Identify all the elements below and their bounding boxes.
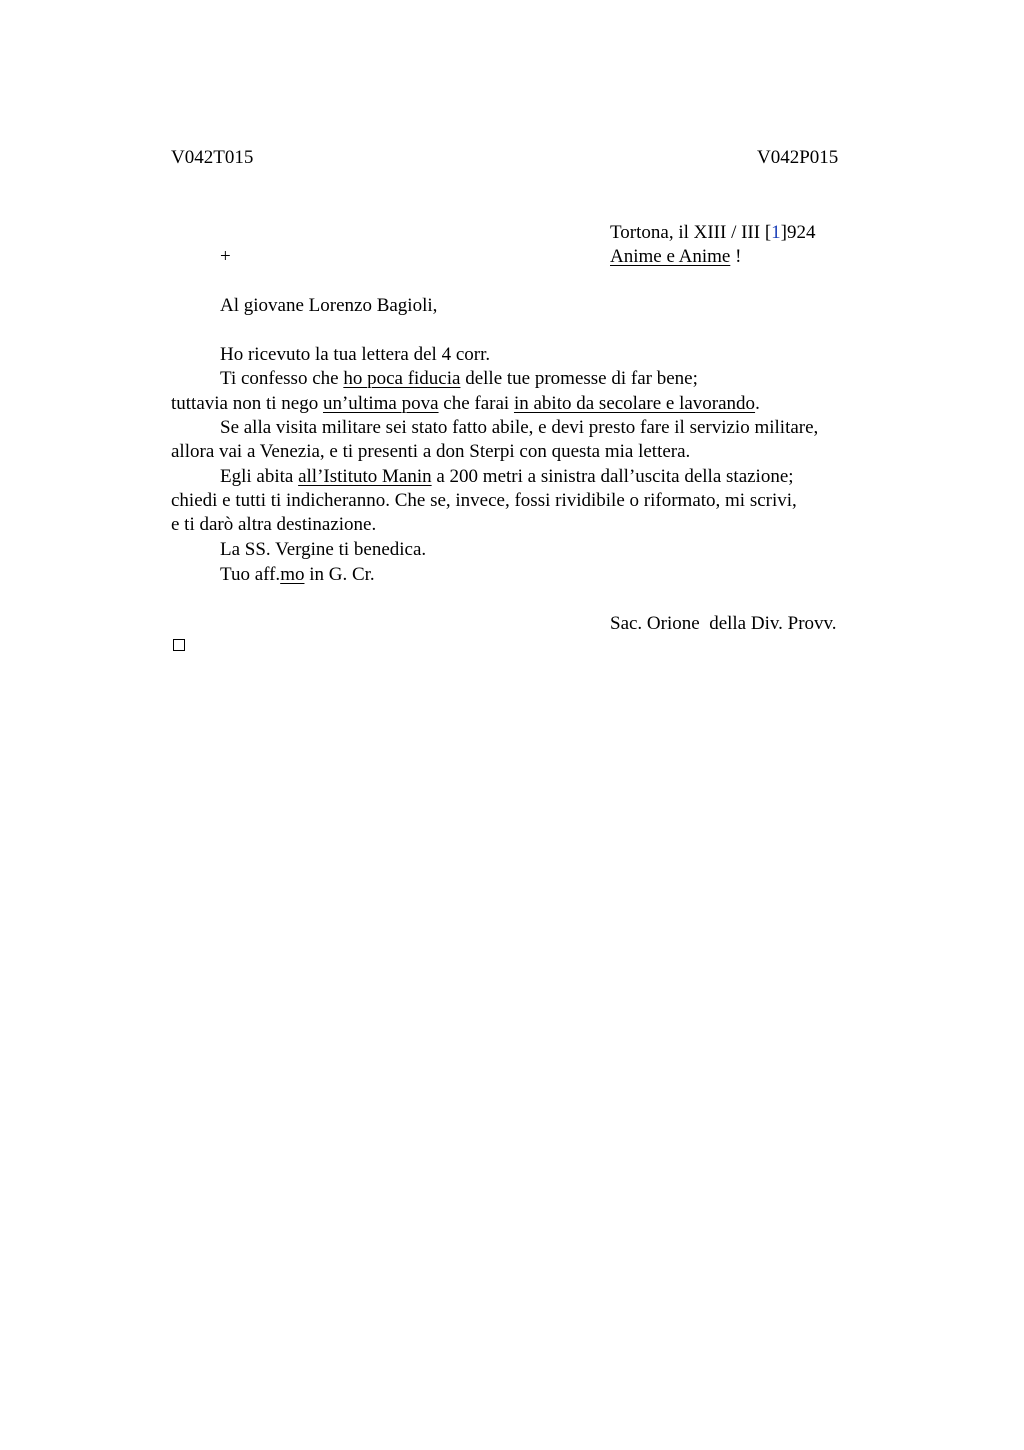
body-line-2-a: Ti confesso che	[220, 368, 344, 389]
body-line-2	[220, 367, 698, 391]
body-line-10-underlined: mo	[280, 564, 305, 585]
body-line-2-b: delle tue promesse di far bene;	[460, 368, 698, 389]
motto-underlined: Anime e Anime	[610, 246, 731, 267]
dateline-digit: 1	[771, 222, 781, 243]
right-code: V042P015	[757, 147, 839, 168]
body-line-10-a: Tuo aff.	[220, 564, 281, 585]
body-line-8: e ti darò altra destinazione.	[171, 514, 377, 535]
body-line-10	[220, 563, 375, 587]
body-line-4: Se alla visita militare sei stato fatto abile, e devi presto fare il servizio militare,	[220, 417, 819, 438]
body-line-3	[171, 392, 760, 416]
body-line-2-underlined: ho poca fiducia	[343, 368, 461, 389]
dateline	[610, 221, 816, 245]
body-line-10-b: in G. Cr.	[304, 564, 375, 585]
body-line-3-underlined-2: in abito da secolare e lavorando	[513, 393, 756, 414]
body-line-3-b: che farai	[438, 393, 514, 414]
end-square-icon	[173, 639, 185, 651]
body-line-6-underlined: all’Istituto Manin	[298, 466, 432, 487]
dateline-suffix: ]924	[780, 222, 816, 243]
body-line-5: allora vai a Venezia, e ti presenti a don Sterpi con questa mia lettera.	[171, 441, 691, 462]
motto-tail: !	[730, 246, 742, 267]
body-line-3-underlined-1: un’ultima pova	[322, 393, 439, 414]
left-code: V042T015	[171, 147, 254, 168]
body-line-3-c: .	[755, 393, 760, 414]
cross-symbol: +	[220, 246, 231, 267]
signature: Sac. Orione della Div. Provv.	[610, 613, 837, 634]
salutation: Al giovane Lorenzo Bagioli,	[220, 295, 438, 316]
body-line-9: La SS. Vergine ti benedica.	[220, 539, 427, 560]
body-line-7: chiedi e tutti ti indicheranno. Che se, invece, fossi rividibile o riformato, mi scrivi,	[171, 490, 797, 511]
body-line-3-a: tuttavia non ti nego	[171, 393, 323, 414]
body-line-1: Ho ricevuto la tua lettera del 4 corr.	[220, 344, 491, 365]
motto	[610, 245, 741, 269]
body-line-6-b: a 200 metri a sinistra dall’uscita della stazione;	[431, 466, 794, 487]
body-line-6-a: Egli abita	[220, 466, 299, 487]
body-line-6	[220, 465, 794, 489]
dateline-prefix: Tortona, il XIII / III [	[610, 222, 772, 243]
